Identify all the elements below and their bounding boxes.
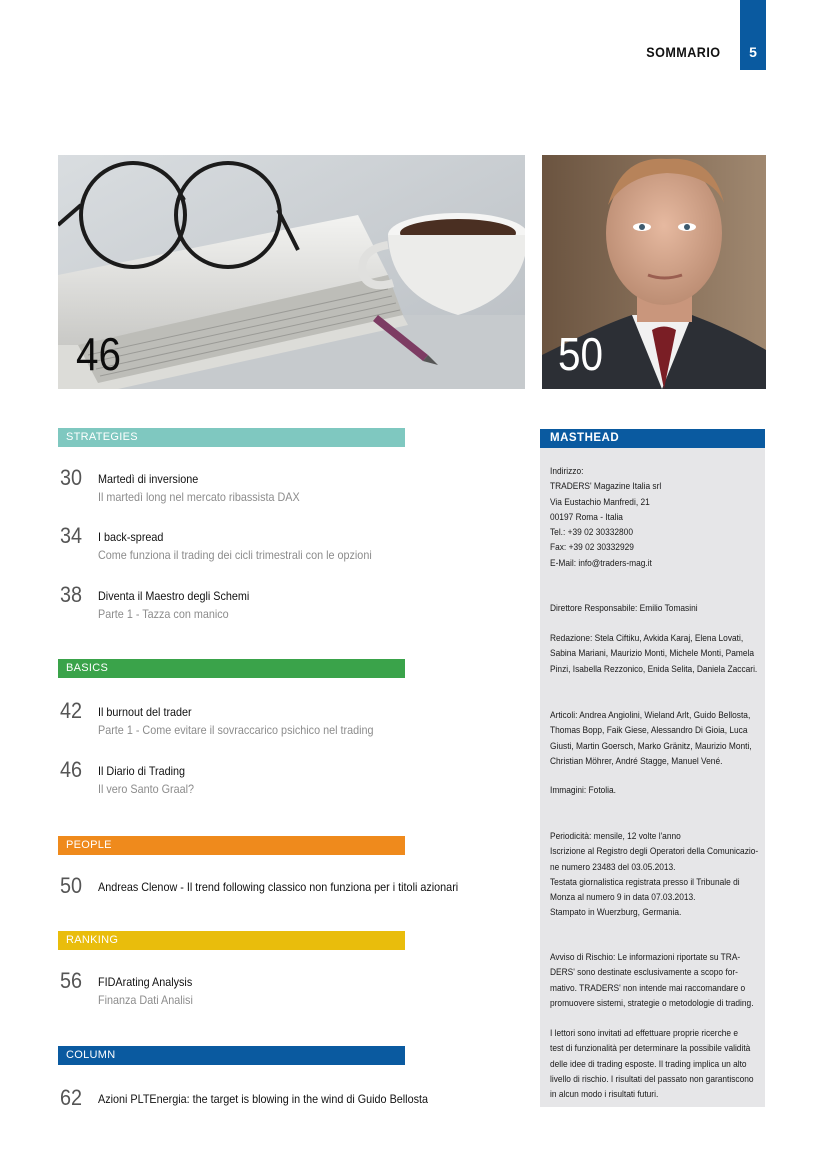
entry-title: FIDArating Analysis [98,975,193,989]
address-line: TRADERS' Magazine Italia srl [550,481,662,493]
toc-entry[interactable] [60,970,480,1010]
entry-subtitle: Come funziona il trading dei cicli trimestrali con le opzioni [98,548,372,562]
masthead-redazione [550,631,756,677]
periodicita-line: Stampato in Wuerzburg, Germania. [550,907,682,919]
periodicita-line: Monza al numero 9 in data 07.03.2013. [550,892,696,904]
section-label: RANKING [66,934,119,946]
entry-page-number: 30 [60,465,83,490]
avviso-line: Avviso di Rischio: Le informazioni riportate su TRA- [550,952,741,963]
redazione-line: Redazione: Stela Ciftiku, Avkida Karaj, Elena Lovati, [550,633,744,644]
redazione-line: Pinzi, Isabella Rezzonico, Enida Selita, Daniela Zaccari. [550,663,758,675]
entry-page-number: 50 [60,873,83,898]
entry-page-number: 62 [60,1085,83,1110]
page-number-tab [740,0,766,70]
periodicita-line: Iscrizione al Registro degli Operatori della Comunicazio- [550,846,759,858]
email-link[interactable]: E-Mail: info@traders-mag.it [550,557,652,569]
lettori-line: delle idee di trading esposte. Il trading implica un alto [550,1058,747,1070]
toc-entry[interactable] [60,875,480,899]
entry-page-number: 42 [60,698,83,723]
articoli-line: Thomas Bopp, Faik Giese, Alessandro Di Gioia, Luca [550,725,748,737]
photo-page-number: 50 [558,328,604,380]
entry-title: Il Diario di Trading [98,764,186,778]
masthead-heading [540,429,765,448]
toc-entry[interactable] [60,1087,480,1111]
entry-subtitle: Il vero Santo Graal? [98,782,195,796]
entry-title: I back-spread [98,530,164,544]
section-label: STRATEGIES [66,431,138,443]
entry-title: Azioni PLTEnergia: the target is blowing in the wind di Guido Bellosta [98,1092,428,1106]
section-label: BASICS [66,662,109,674]
immagini-line: Immagini: Fotolia. [550,785,616,796]
section-label: COLUMN [66,1049,116,1061]
lettori-line: test di funzionalità per determinare la possibile validità [550,1043,751,1055]
masthead-periodicita [550,829,759,921]
address-line: Via Eustachio Manfredi, 21 [550,496,650,508]
section-bar-basics [58,659,405,678]
toc-entry[interactable] [60,584,480,624]
masthead-lettori [550,1026,756,1102]
entry-subtitle: Parte 1 - Come evitare il sovraccarico psichico nel trading [98,723,374,737]
address-line: 00197 Roma - Italia [550,511,623,523]
photo-portrait [542,155,766,389]
masthead-label: MASTHEAD [550,432,620,444]
entry-page-number: 56 [60,968,83,993]
masthead-avviso [550,950,756,1011]
entry-subtitle: Parte 1 - Tazza con manico [98,607,229,621]
avviso-line: promuovere sistemi, strategie o metodologie di trading. [550,997,754,1009]
periodicita-line: Testata giornalistica registrata presso il Tribunale di [550,876,740,888]
director-line: Direttore Responsabile: Emilio Tomasini [550,603,698,614]
section-bar-strategies [58,428,405,447]
masthead-director [550,601,756,616]
section-bar-ranking [58,931,405,950]
address-line: Indirizzo: [550,466,584,477]
periodicita-line: ne numero 23483 del 03.05.2013. [550,861,676,873]
entry-page-number: 34 [60,523,83,548]
entry-title: Martedì di inversione [98,472,199,486]
address-line: Fax: +39 02 30332929 [550,542,634,554]
avviso-line: mativo. TRADERS' non intende mai raccomandare o [550,982,746,994]
toc-entry[interactable] [60,467,480,507]
photo-page-number: 46 [76,328,122,380]
entry-title: Il burnout del trader [98,705,192,719]
section-bar-people [58,836,405,855]
toc-entry[interactable] [60,525,480,565]
articoli-line: Articoli: Andrea Angiolini, Wieland Arlt, Guido Bellosta, [550,710,751,721]
redazione-line: Sabina Mariani, Maurizio Monti, Michele Monti, Pamela [550,648,754,660]
entry-subtitle: Finanza Dati Analisi [98,993,193,1007]
entry-page-number: 46 [60,757,83,782]
lettori-line: I lettori sono invitati ad effettuare proprie ricerche e [550,1028,739,1039]
masthead-immagini [550,783,756,798]
masthead-articoli [550,708,756,769]
articoli-line: Christian Möhrer, André Stagge, Manuel Vené. [550,755,723,767]
section-label: PEOPLE [66,839,112,851]
photo-glasses-newspaper [58,155,525,389]
toc-entry[interactable] [60,700,480,740]
periodicita-line: Periodicità: mensile, 12 volte l'anno [550,831,681,842]
lettori-line: in alcun modo i risultati futuri. [550,1089,659,1101]
page-number: 5 [749,44,757,60]
entry-page-number: 38 [60,582,83,607]
entry-subtitle: Il martedì long nel mercato ribassista DAX [98,490,300,504]
section-title: SOMMARIO [646,44,721,60]
address-line: Tel.: +39 02 30332800 [550,527,633,539]
articoli-line: Giusti, Martin Goersch, Marko Gränitz, Maurizio Monti, [550,740,752,752]
entry-title: Andreas Clenow - Il trend following classico non funziona per i titoli azionari [98,880,459,894]
glasses-newspaper-illustration [58,155,525,389]
entry-title: Diventa il Maestro degli Schemi [98,589,250,603]
toc-entry[interactable] [60,759,480,799]
section-bar-column [58,1046,405,1065]
masthead-address [550,464,756,571]
lettori-line: livello di rischio. I risultati del passato non garantiscono [550,1073,754,1085]
avviso-line: DERS' sono destinate esclusivamente a scopo for- [550,967,738,979]
